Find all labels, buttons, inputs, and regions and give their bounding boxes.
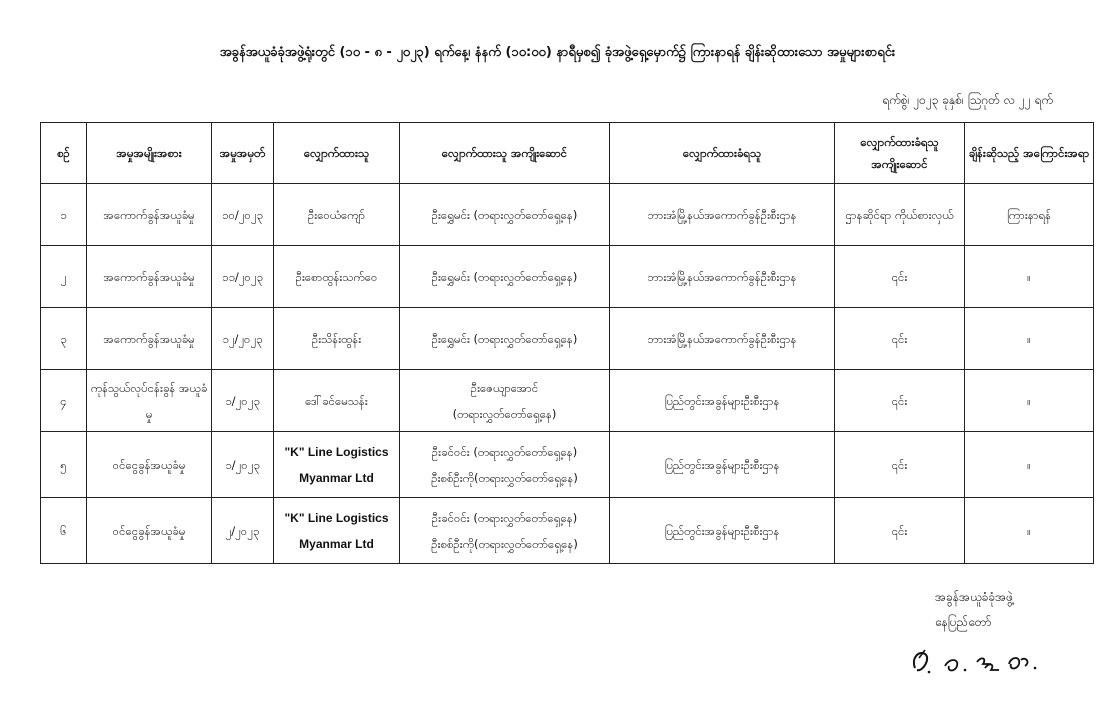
cell-respondent: ဘားအံမြို့နယ်အကောက်ခွန်ဦးစီးဌာန	[610, 246, 835, 308]
cell-respondent: ဘားအံမြို့နယ်အကောက်ခွန်ဦးစီးဌာန	[610, 308, 835, 370]
document-date: ရက်စွဲ၊ ၂၀၂၃ ခုနှစ်၊ ဩဂုတ် လ ၂၂ ရက်	[882, 93, 1053, 107]
header-case-number: အမှုအမှတ်	[212, 123, 274, 184]
cell-applicant: ဒေါ်ခင်မေသန်း	[274, 370, 400, 432]
header-case-type: အမှုအမျိုးအစား	[87, 123, 212, 184]
cell-purpose: ။	[965, 246, 1094, 308]
cell-applicant-representative: ဦးခင်ဝင်း (တရားလွှတ်တော်ရှေ့နေ) ဦးစစ်ဦးကို(တရားလွှတ်တော်ရှေ့နေ)	[400, 498, 610, 564]
header-respondent-representative: လျှောက်ထားခံရသူ အကျိုးဆောင်	[835, 123, 965, 184]
cell-no: ၅	[41, 432, 87, 498]
cell-respondent-representative: ၎င်း	[835, 498, 965, 564]
cell-applicant: ဦးစောထွန်းသက်ဝေ	[274, 246, 400, 308]
cell-case-type: ဝင်ငွေခွန်အယူခံမှု	[87, 432, 212, 498]
cell-respondent: ပြည်တွင်းအခွန်များဦးစီးဌာန	[610, 498, 835, 564]
cell-case-number: ၁/၂၀၂၃	[212, 370, 274, 432]
cell-respondent-representative: ၎င်း	[835, 246, 965, 308]
header-purpose: ချိန်းဆိုသည့် အကြောင်းအရာ	[965, 123, 1094, 184]
cell-respondent-representative: ၎င်း	[835, 308, 965, 370]
cell-purpose: ။	[965, 432, 1094, 498]
cell-applicant-representative: ဦးရွှေမင်း (တရားလွှတ်တော်ရှေ့နေ)	[400, 308, 610, 370]
cell-applicant: ဦးဝေယံကျော်	[274, 184, 400, 246]
cell-no: ၁	[41, 184, 87, 246]
table-row	[41, 246, 1094, 308]
cell-respondent-representative: ဌာနဆိုင်ရာ ကိုယ်စားလှယ်	[835, 184, 965, 246]
cell-case-type: ဝင်ငွေခွန်အယူခံမှု	[87, 498, 212, 564]
cell-no: ၃	[41, 308, 87, 370]
cell-respondent-representative: ၎င်း	[835, 432, 965, 498]
cell-respondent: ဘားအံမြို့နယ်အကောက်ခွန်ဦးစီးဌာန	[610, 184, 835, 246]
cell-purpose: ။	[965, 308, 1094, 370]
table-row	[41, 184, 1094, 246]
cell-case-number: ၂/၂၀၂၃	[212, 498, 274, 564]
cell-case-number: ၁၁/၂၀၂၃	[212, 246, 274, 308]
cell-applicant-representative: ဦးရွှေမင်း (တရားလွှတ်တော်ရှေ့နေ)	[400, 184, 610, 246]
issuer-name: အခွန်အယူခံခုံအဖွဲ့	[935, 590, 1014, 604]
hearing-schedule-table	[40, 122, 1094, 564]
cell-case-type: အကောက်ခွန်အယူခံမှု	[87, 246, 212, 308]
header-respondent: လျှောက်ထားခံရသူ	[610, 123, 835, 184]
table-row	[41, 498, 1094, 564]
document-title: အခွန်အယူခံခုံအဖွဲ့ရုံးတွင် (၁၀ - ၈ - ၂၀၂၃) ရက်နေ့၊ နံနက် (၁၀:၀၀) နာရီမှစ၍ ခုံအဖွဲ့ရှေ့မှောက်၌ ကြားနာရန် ချိန်းဆိုထားသော အမှုများစာရင်း	[219, 45, 896, 60]
cell-case-type: ကုန်သွယ်လုပ်ငန်းခွန် အယူခံမှု	[87, 370, 212, 432]
cell-respondent-representative: ၎င်း	[835, 370, 965, 432]
header-no: စဉ်	[41, 123, 87, 184]
table-row	[41, 308, 1094, 370]
cell-respondent: ပြည်တွင်းအခွန်များဦးစီးဌာန	[610, 432, 835, 498]
cell-respondent: ပြည်တွင်းအခွန်များဦးစီးဌာန	[610, 370, 835, 432]
cell-applicant-representative: ဦးဇေယျာအောင် (တရားလွှတ်တော်ရှေ့နေ)	[400, 370, 610, 432]
cell-no: ၄	[41, 370, 87, 432]
cell-case-type: အကောက်ခွန်အယူခံမှု	[87, 184, 212, 246]
cell-case-number: ၁၀/၂၀၂၃	[212, 184, 274, 246]
cell-purpose: ။	[965, 498, 1094, 564]
issuer-location: နေပြည်တော်	[935, 615, 992, 629]
handwritten-signature	[905, 628, 1055, 678]
cell-case-number: ၁/၂၀၂၃	[212, 432, 274, 498]
cell-no: ၆	[41, 498, 87, 564]
cell-applicant: ဦးသိန်းထွန်း	[274, 308, 400, 370]
table-header-row	[41, 123, 1094, 184]
cell-case-type: အကောက်ခွန်အယူခံမှု	[87, 308, 212, 370]
header-applicant-representative: လျှောက်ထားသူ အကျိုးဆောင်	[400, 123, 610, 184]
cell-purpose: ။	[965, 370, 1094, 432]
cell-applicant-representative: ဦးခင်ဝင်း (တရားလွှတ်တော်ရှေ့နေ) ဦးစစ်ဦးကို(တရားလွှတ်တော်ရှေ့နေ)	[400, 432, 610, 498]
header-applicant: လျှောက်ထားသူ	[274, 123, 400, 184]
cell-case-number: ၁၂/၂၀၂၃	[212, 308, 274, 370]
cell-applicant: "K" Line Logistics Myanmar Ltd	[274, 432, 400, 498]
cell-applicant: "K" Line Logistics Myanmar Ltd	[274, 498, 400, 564]
cell-applicant-representative: ဦးရွှေမင်း (တရားလွှတ်တော်ရှေ့နေ)	[400, 246, 610, 308]
table-row	[41, 370, 1094, 432]
table-row	[41, 432, 1094, 498]
cell-purpose: ကြားနာရန်	[965, 184, 1094, 246]
cell-no: ၂	[41, 246, 87, 308]
